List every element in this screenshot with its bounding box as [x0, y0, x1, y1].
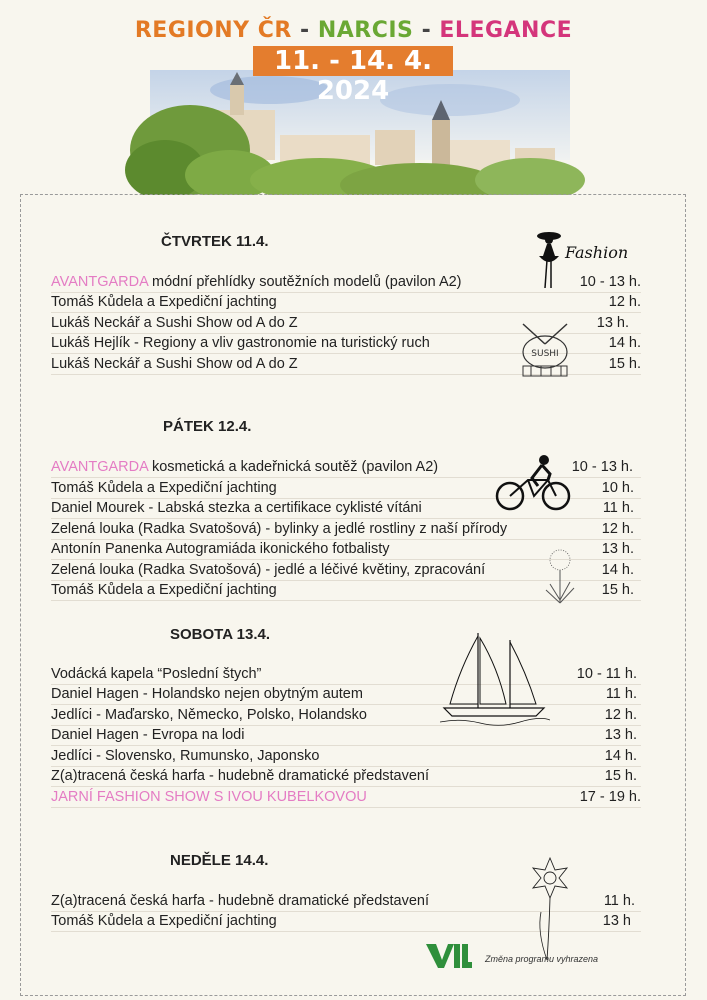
program-time: 15 h. [604, 768, 637, 784]
program-time: 10 h. [601, 480, 634, 496]
organizer-logo [424, 940, 472, 970]
program-text: kosmetická a kadeřnická soutěž (pavilon A2) [147, 459, 439, 475]
program-time: 15 h. [601, 582, 634, 598]
program-text: Lukáš Neckář a Sushi Show od A do Z [51, 315, 298, 331]
title-elegance: ELEGANCE [439, 18, 573, 43]
program-row [51, 766, 641, 787]
program-row [51, 519, 641, 540]
fashion-show-label: JARNÍ FASHION SHOW S IVOU KUBELKOVOU [51, 789, 367, 805]
program-time: 11 h. [602, 500, 634, 516]
dandelion-flower-icon [540, 548, 580, 608]
program-text: Z(a)tracená česká harfa - hudebně dramatické představení [51, 893, 430, 909]
program-row [51, 705, 641, 726]
program-row [51, 664, 641, 685]
title-separator: - [300, 18, 310, 43]
program-text: Daniel Hagen - Holandsko nejen obytným autem [51, 686, 363, 702]
program-time: 12 h. [601, 521, 634, 537]
title-regiony: REGIONY ČR [134, 18, 292, 43]
program-text: Tomáš Kůdela a Expediční jachting [51, 480, 277, 496]
program-time: 12 h. [608, 294, 641, 310]
program-time: 13 h. [604, 727, 637, 743]
program-time: 13 h. [601, 541, 634, 557]
program-row [51, 746, 641, 767]
event-dates: 11. - 14. 4. 2024 [253, 46, 453, 76]
program-time: 13 h. [596, 315, 629, 331]
program-text: Zelená louka (Radka Svatošová) - bylinky a jedlé rostliny z naší přírody [51, 521, 508, 537]
program-time: 11 h. [603, 893, 635, 909]
fashion-word: Fashion [565, 243, 629, 262]
avantgarda-label: AVANTGARDA [51, 459, 148, 475]
program-text: Tomáš Kůdela a Expediční jachting [51, 294, 277, 310]
program-text: Tomáš Kůdela a Expediční jachting [51, 582, 277, 598]
day-heading-saturday: SOBOTA 13.4. [170, 626, 271, 643]
fashion-model-icon [525, 228, 645, 298]
program-time: 10 - 11 h. [576, 666, 637, 682]
program-text: Lukáš Hejlík - Regiony a vliv gastronomie na turistický ruch [51, 335, 430, 351]
program-text: Jedlíci - Maďarsko, Německo, Polsko, Holandsko [51, 707, 367, 723]
program-change-note: Změna programu vyhrazena [485, 954, 599, 964]
title-narcis: NARCIS [317, 18, 414, 43]
program-text: Daniel Mourek - Labská stezka a certifikace cyklisté vítáni [51, 500, 422, 516]
program-text: Antonín Panenka Autogramiáda ikonického fotbalisty [51, 541, 390, 557]
avantgarda-label: AVANTGARDA [51, 274, 148, 290]
daffodil-flower-icon [525, 852, 575, 962]
program-row [51, 684, 641, 705]
program-text: Zelená louka (Radka Svatošová) - jedlé a léčivé květiny, zpracování [51, 562, 486, 578]
program-text: Daniel Hagen - Evropa na lodi [51, 727, 245, 743]
program-time: 14 h. [601, 562, 634, 578]
program-time: 10 - 13 h. [571, 459, 633, 475]
title-separator: - [421, 18, 432, 43]
program-time: 15 h. [608, 356, 641, 372]
program-time: 12 h. [604, 707, 637, 723]
program-time: 13 h [602, 913, 631, 929]
program-time: 14 h. [604, 748, 637, 764]
program-time: 17 - 19 h. [579, 789, 641, 805]
event-title [0, 18, 707, 43]
program-row [51, 725, 641, 746]
day-heading-friday: PÁTEK 12.4. [163, 418, 252, 435]
program-text: Vodácká kapela “Poslední štych” [51, 666, 262, 682]
cyclist-icon [494, 452, 574, 514]
program-time: 11 h. [605, 686, 637, 702]
day-heading-thursday: ČTVRTEK 11.4. [161, 233, 269, 250]
day-heading-sunday: NEDĚLE 14.4. [170, 852, 269, 869]
sushi-icon [515, 320, 575, 384]
sushi-word: SUSHI [531, 349, 559, 359]
program-text: Tomáš Kůdela a Expediční jachting [51, 913, 277, 929]
sailboat-icon [440, 628, 550, 728]
program-row [51, 787, 641, 808]
program-time: 10 - 13 h. [579, 274, 641, 290]
program-time: 14 h. [608, 335, 641, 351]
program-text: Jedlíci - Slovensko, Rumunsko, Japonsko [51, 748, 320, 764]
program-text: Z(a)tracená česká harfa - hudebně dramatické představení [51, 768, 430, 784]
program-text: módní přehlídky soutěžních modelů (pavilon A2) [147, 274, 462, 290]
program-text: Lukáš Neckář a Sushi Show od A do Z [51, 356, 298, 372]
